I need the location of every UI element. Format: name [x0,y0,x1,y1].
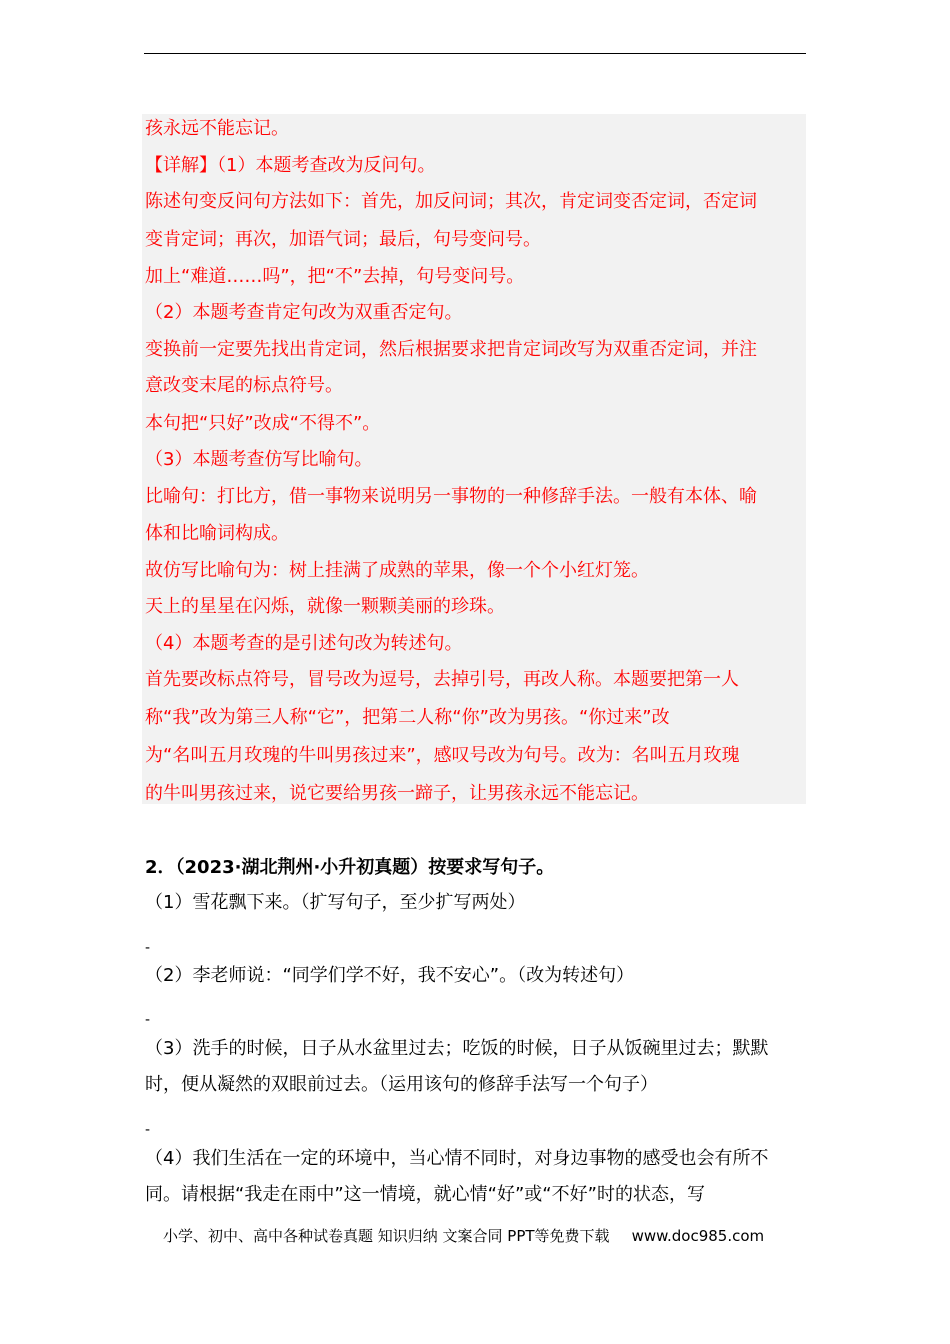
question-item: 时，便从凝然的双眼前过去。（运用该句的修辞手法写一个句子） [145,1074,658,1095]
answer-line: 天上的星星在闪烁，就像一颗颗美丽的珍珠。 [145,596,505,617]
answer-blank[interactable]: - [145,1122,151,1138]
answer-line: 加上“难道……吗”，把“不”去掉，句号变问号。 [145,266,525,287]
footer [163,1226,764,1246]
question-title: 2．（2023·湖北荆州·小升初真题）按要求写句子。 [145,857,555,878]
question-item: （2）李老师说：“同学们学不好，我不安心”。（改为转述句） [145,965,635,986]
question-item: （3）洗手的时候，日子从水盆里过去；吃饭的时候，日子从饭碗里过去；默默 [145,1038,769,1059]
answer-line: 为“名叫五月玫瑰的牛叫男孩过来”，感叹号改为句号。改为：名叫五月玫瑰 [145,745,740,766]
question-item: 同。请根据“我走在雨中”这一情境，就心情“好”或“不好”时的状态，写 [145,1184,705,1205]
footer-site-link[interactable]: www.doc985.com [631,1227,765,1245]
header-rule [144,53,806,54]
answer-line: 变肯定词；再次，加语气词；最后，句号变问号。 [145,229,541,250]
question-item: （4）我们生活在一定的环境中，当心情不同时，对身边事物的感受也会有所不 [145,1148,769,1169]
question-item: （1）雪花飘下来。（扩写句子，至少扩写两处） [145,892,526,913]
answer-line: 比喻句：打比方，借一事物来说明另一事物的一种修辞手法。一般有本体、喻 [145,486,757,507]
answer-line: （3）本题考查仿写比喻句。 [145,449,373,470]
answer-line: 体和比喻词构成。 [145,523,289,544]
answer-line: 故仿写比喻句为：树上挂满了成熟的苹果，像一个个小红灯笼。 [145,560,649,581]
answer-line: 本句把“只好”改成“不得不”。 [145,413,381,434]
answer-line: 【详解】（1）本题考查改为反问句。 [145,155,436,176]
answer-line: 首先要改标点符号，冒号改为逗号，去掉引号，再改人称。本题要把第一人 [145,669,739,690]
answer-line: 的牛叫男孩过来，说它要给男孩一蹄子，让男孩永远不能忘记。 [145,783,649,804]
footer-text: 小学、初中、高中各种试卷真题 知识归纳 文案合同 PPT等免费下载 [163,1227,610,1245]
answer-blank[interactable]: - [145,940,151,956]
answer-blank[interactable]: - [145,1012,151,1028]
answer-line: 孩永远不能忘记。 [145,118,289,139]
answer-line: （4）本题考查的是引述句改为转述句。 [145,633,463,654]
answer-line: 意改变末尾的标点符号。 [145,375,343,396]
answer-line: 陈述句变反问句方法如下：首先，加反问词；其次，肯定词变否定词，否定词 [145,191,757,212]
answer-line: （2）本题考查肯定句改为双重否定句。 [145,302,463,323]
answer-line: 变换前一定要先找出肯定词，然后根据要求把肯定词改写为双重否定词，并注 [145,339,757,360]
answer-line: 称“我”改为第三人称“它”，把第二人称“你”改为男孩。“你过来”改 [145,707,670,728]
